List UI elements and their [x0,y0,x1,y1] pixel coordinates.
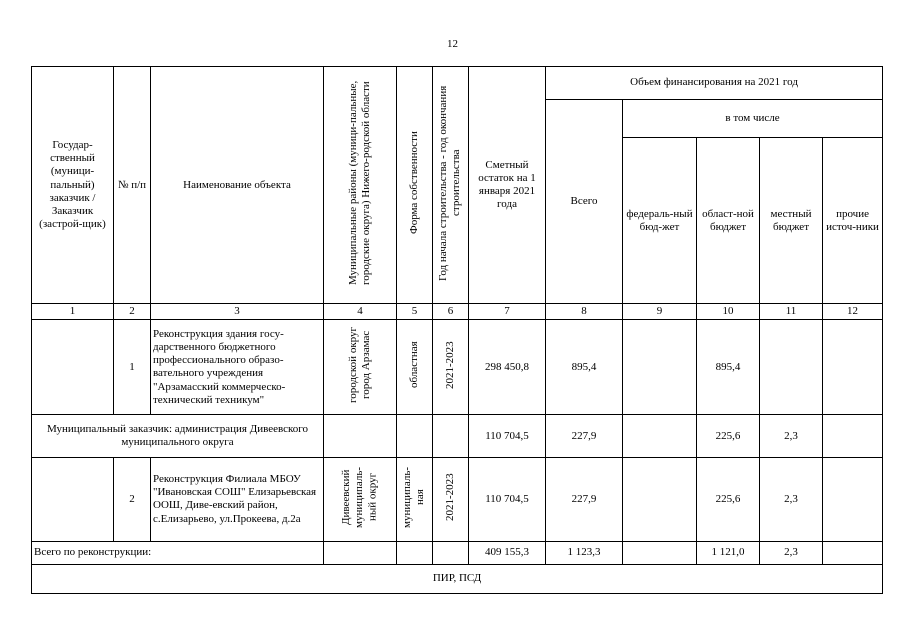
object-name: Реконструкция здания госу-дарственного бюджетного профессионального образо-вательного учреждения "Арзамасский коммерческо-технический техникум" [151,320,324,415]
header-municipal-districts-text: Муниципальные районы (муници-пальные, городские округа) Нижего-родской области [346,80,372,286]
district-cell [324,458,397,541]
header-num: № п/п [114,67,151,304]
header-customer: Государ-ственный (муници-пальный) заказчик / Заказчик (застрой-щик) [32,67,114,304]
header-estimate-balance: Сметный остаток на 1 января 2021 года [469,67,546,304]
col-index: 3 [151,304,324,320]
col-index: 4 [324,304,397,320]
col-index: 2 [114,304,151,320]
total-value: 227,9 [546,415,623,458]
col-index: 1 [32,304,114,320]
col-index: 11 [760,304,823,320]
total-value: 227,9 [546,458,623,541]
regional-value: 1 121,0 [697,541,760,564]
estimate-value: 110 704,5 [469,458,546,541]
table-row [32,564,883,593]
district-text: городской округ город Арзамас [346,327,372,404]
col-index: 6 [433,304,469,320]
row-num: 1 [114,320,151,415]
col-index: 12 [823,304,883,320]
header-including: в том числе [623,100,883,138]
header-regional: област-ной бюджет [697,138,760,304]
local-value: 2,3 [760,541,823,564]
years-text: 2021-2023 [443,341,456,390]
object-name: Реконструкция Филиала МБОУ "Ивановская СОШ" Елизарьевская ООШ, Диве-евский район, с.Елизарьево, ул.Прокеева, д.2а [151,458,324,541]
total-value: 1 123,3 [546,541,623,564]
local-value: 2,3 [760,415,823,458]
total-value: 895,4 [546,320,623,415]
estimate-value: 110 704,5 [469,415,546,458]
ownership-text: муниципаль-ная [401,466,427,528]
ownership-cell [397,458,433,541]
table-row [32,458,883,541]
customer-label: Муниципальный заказчик: администрация Дивеевского муниципального округа [32,415,324,458]
section-title: ПИР, ПСД [32,564,883,593]
local-value [760,320,823,415]
financing-table [31,66,883,594]
row-num: 2 [114,458,151,541]
other-value [823,458,883,541]
header-municipal-districts [324,67,397,304]
regional-value: 225,6 [697,415,760,458]
years-text: 2021-2023 [443,473,456,522]
ownership-cell [397,320,433,415]
other-value [823,320,883,415]
header-ownership [397,67,433,304]
years-cell [433,320,469,415]
col-index: 7 [469,304,546,320]
header-total: Всего [546,100,623,304]
header-years-text: Год начала строительства - год окончания строительства [437,85,463,281]
regional-value: 225,6 [697,458,760,541]
years-cell [433,458,469,541]
col-index: 8 [546,304,623,320]
district-cell [324,320,397,415]
district-text: Дивеевский муниципаль-ный округ [340,466,379,528]
total-label: Всего по реконструкции: [32,541,324,564]
col-index: 9 [623,304,697,320]
header-federal: федераль-ный бюд-жет [623,138,697,304]
local-value: 2,3 [760,458,823,541]
header-years [433,67,469,304]
table-row [32,320,883,415]
table-row [32,415,883,458]
table-row [32,541,883,564]
header-other: прочие источ-ники [823,138,883,304]
header-local: местный бюджет [760,138,823,304]
federal-value [623,458,697,541]
ownership-text: областная [407,341,420,389]
header-ownership-text: Форма собственности [407,131,420,235]
page-number: 12 [447,38,458,50]
regional-value: 895,4 [697,320,760,415]
estimate-value: 298 450,8 [469,320,546,415]
col-index: 10 [697,304,760,320]
header-financing: Объем финансирования на 2021 год [546,67,883,100]
estimate-value: 409 155,3 [469,541,546,564]
federal-value [623,320,697,415]
header-object-name: Наименование объекта [151,67,324,304]
col-index: 5 [397,304,433,320]
